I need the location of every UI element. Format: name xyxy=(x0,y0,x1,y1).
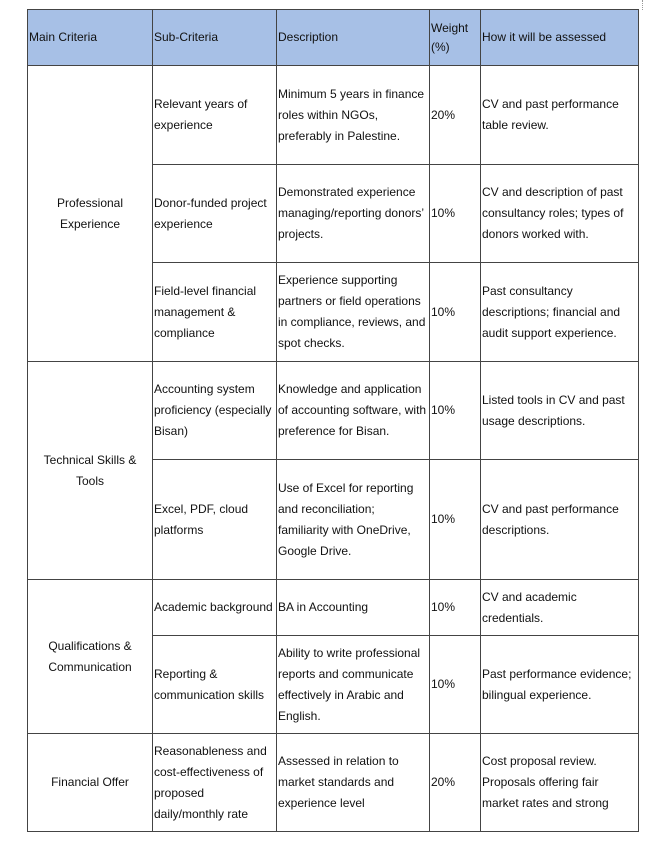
header-weight xyxy=(430,10,481,66)
header-description: Description xyxy=(277,10,430,66)
header-weight-line1: Weight xyxy=(431,20,469,35)
description-cell: Assessed in relation to market standards and experience level xyxy=(277,734,430,832)
header-sub-criteria: Sub-Criteria xyxy=(153,10,277,66)
table-row xyxy=(28,362,639,460)
description-cell: Knowledge and application of accounting software, with preference for Bisan. xyxy=(277,362,430,460)
assessment-cell: CV and past performance table review. xyxy=(481,66,639,165)
sub-criteria-cell: Academic background xyxy=(153,580,277,636)
assessment-cell: CV and description of past consultancy roles; types of donors worked with. xyxy=(481,165,639,263)
sub-criteria-cell: Field-level financial management & compliance xyxy=(153,263,277,362)
main-criteria-cell: Qualifications & Communication xyxy=(28,580,153,734)
sub-criteria-cell: Excel, PDF, cloud platforms xyxy=(153,460,277,580)
table-row xyxy=(28,580,639,636)
description-cell: BA in Accounting xyxy=(277,580,430,636)
weight-cell: 10% xyxy=(430,263,481,362)
table-row xyxy=(28,734,639,832)
sub-criteria-cell: Accounting system proficiency (especially Bisan) xyxy=(153,362,277,460)
assessment-cell: Past consultancy descriptions; financial and audit support experience. xyxy=(481,263,639,362)
weight-cell: 10% xyxy=(430,460,481,580)
description-cell: Experience supporting partners or field operations in compliance, reviews, and spot checks. xyxy=(277,263,430,362)
evaluation-criteria-table xyxy=(27,9,639,832)
weight-cell: 10% xyxy=(430,580,481,636)
assessment-cell: Listed tools in CV and past usage descriptions. xyxy=(481,362,639,460)
weight-cell: 10% xyxy=(430,362,481,460)
sub-criteria-cell: Donor-funded project experience xyxy=(153,165,277,263)
header-main-criteria: Main Criteria xyxy=(28,10,153,66)
description-cell: Demonstrated experience managing/reporting donors’ projects. xyxy=(277,165,430,263)
description-cell: Minimum 5 years in finance roles within NGOs, preferably in Palestine. xyxy=(277,66,430,165)
assessment-cell: Cost proposal review. Proposals offering fair market rates and strong xyxy=(481,734,639,832)
weight-cell: 10% xyxy=(430,636,481,734)
sub-criteria-cell: Reasonableness and cost-effectiveness of proposed daily/monthly rate xyxy=(153,734,277,832)
weight-cell: 20% xyxy=(430,66,481,165)
sub-criteria-cell: Relevant years of experience xyxy=(153,66,277,165)
description-cell: Ability to write professional reports and communicate effectively in Arabic and English. xyxy=(277,636,430,734)
assessment-cell: CV and academic credentials. xyxy=(481,580,639,636)
main-criteria-cell: Professional Experience xyxy=(28,66,153,362)
assessment-cell: CV and past performance descriptions. xyxy=(481,460,639,580)
main-criteria-cell: Financial Offer xyxy=(28,734,153,832)
weight-cell: 10% xyxy=(430,165,481,263)
main-criteria-cell: Technical Skills & Tools xyxy=(28,362,153,580)
header-weight-line2: (%) xyxy=(431,39,450,54)
table-header-row xyxy=(28,10,639,66)
assessment-cell: Past performance evidence; bilingual experience. xyxy=(481,636,639,734)
table-row xyxy=(28,66,639,165)
sub-criteria-cell: Reporting & communication skills xyxy=(153,636,277,734)
header-assessment: How it will be assessed xyxy=(481,10,639,66)
weight-cell: 20% xyxy=(430,734,481,832)
scroll-indicator xyxy=(642,0,646,10)
description-cell: Use of Excel for reporting and reconciliation; familiarity with OneDrive, Google Drive. xyxy=(277,460,430,580)
